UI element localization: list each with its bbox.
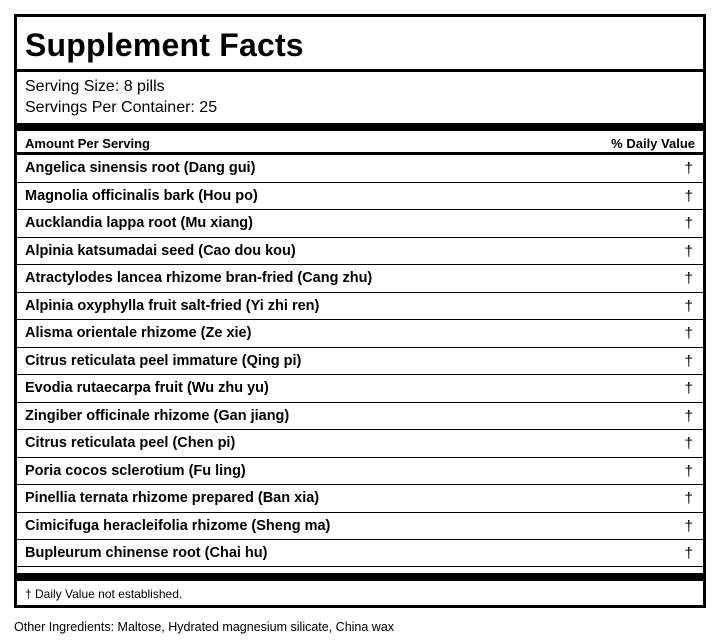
ingredient-row: [17, 264, 703, 292]
ingredient-row: [17, 402, 703, 430]
ingredient-row: [17, 539, 703, 567]
daily-value-mark: †: [684, 380, 693, 397]
ingredient-row: [17, 512, 703, 540]
ingredient-row: [17, 209, 703, 237]
daily-value-mark: †: [684, 490, 693, 507]
ingredient-list: [17, 154, 703, 567]
ingredient-row: [17, 347, 703, 375]
other-ingredients: Other Ingredients: Maltose, Hydrated magnesium silicate, China wax: [14, 620, 395, 634]
ingredient-row: [17, 319, 703, 347]
title-divider: [17, 69, 703, 72]
ingredient-row: [17, 457, 703, 485]
ingredient-name: Cimicifuga heracleifolia rhizome (Sheng ma): [25, 517, 331, 534]
ingredient-row: [17, 237, 703, 265]
ingredient-name: Alpinia katsumadai seed (Cao dou kou): [25, 242, 296, 259]
daily-value-mark: †: [684, 435, 693, 452]
ingredient-name: Aucklandia lappa root (Mu xiang): [25, 215, 253, 231]
amount-per-serving-header: Amount Per Serving: [25, 136, 150, 151]
daily-value-mark: †: [684, 545, 693, 562]
thick-divider-bottom: [17, 573, 703, 581]
daily-value-mark: †: [684, 297, 693, 315]
daily-value-mark: †: [684, 160, 693, 177]
daily-value-header: % Daily Value: [611, 136, 695, 151]
daily-value-mark: †: [684, 242, 693, 260]
ingredient-name: Poria cocos sclerotium (Fu ling): [25, 462, 246, 479]
ingredient-name: Atractylodes lancea rhizome bran-fried (Cang zhu): [25, 270, 373, 286]
ingredient-name: Angelica sinensis root (Dang gui): [25, 160, 256, 176]
list-end-divider: [17, 566, 703, 567]
daily-value-mark: †: [684, 517, 693, 535]
ingredient-name: Bupleurum chinense root (Chai hu): [25, 545, 268, 561]
ingredient-row: [17, 154, 703, 182]
ingredient-row: [17, 292, 703, 320]
daily-value-mark: †: [684, 215, 693, 232]
daily-value-mark: †: [684, 187, 693, 205]
footnote: † Daily Value not established.: [25, 587, 183, 601]
ingredient-name: Evodia rutaecarpa fruit (Wu zhu yu): [25, 380, 269, 396]
ingredient-row: [17, 484, 703, 512]
ingredient-name: Zingiber officinale rhizome (Gan jiang): [25, 407, 290, 424]
ingredient-name: Magnolia officinalis bark (Hou po): [25, 187, 258, 204]
ingredient-name: Alisma orientale rhizome (Ze xie): [25, 325, 252, 341]
daily-value-mark: †: [684, 352, 693, 370]
ingredient-row: [17, 429, 703, 457]
servings-per-container: Servings Per Container: 25: [25, 99, 218, 116]
serving-size: Serving Size: 8 pills: [25, 78, 165, 95]
ingredient-name: Alpinia oxyphylla fruit salt-fried (Yi zhi ren): [25, 297, 320, 314]
supplement-facts-panel: [14, 14, 706, 608]
ingredient-name: Pinellia ternata rhizome prepared (Ban xia): [25, 490, 320, 506]
daily-value-mark: †: [684, 407, 693, 425]
ingredient-name: Citrus reticulata peel immature (Qing pi): [25, 352, 302, 369]
ingredient-name: Citrus reticulata peel (Chen pi): [25, 435, 236, 451]
daily-value-mark: †: [684, 270, 693, 287]
daily-value-mark: †: [684, 462, 693, 480]
panel-title: Supplement Facts: [25, 27, 304, 63]
ingredient-row: [17, 182, 703, 210]
ingredient-row: [17, 374, 703, 402]
daily-value-mark: †: [684, 325, 693, 342]
thick-divider-top: [17, 123, 703, 131]
